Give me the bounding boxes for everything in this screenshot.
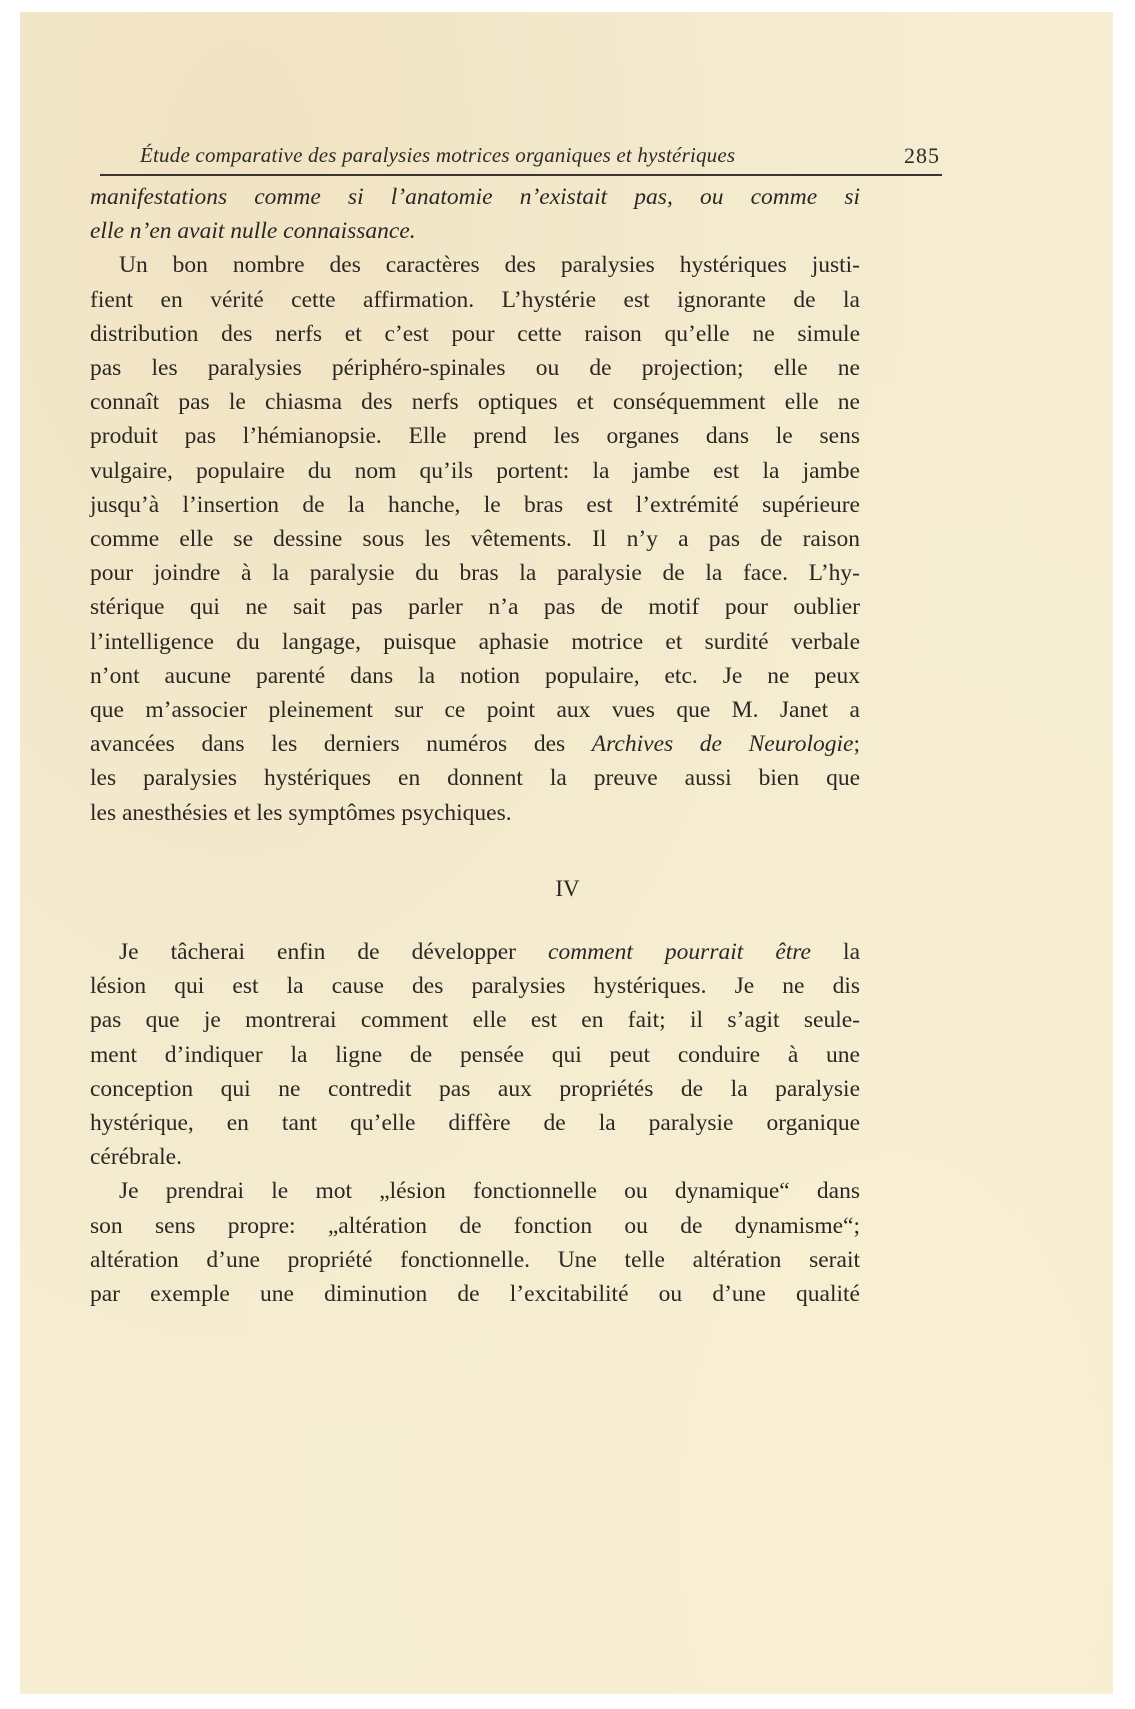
text-line (90, 661, 860, 691)
text-run: que m’associer pleinement sur ce point aux vues que M. Janet a (90, 697, 860, 723)
text-line (90, 182, 860, 212)
text-line (119, 937, 860, 967)
text-line (90, 729, 860, 759)
text-run: ; (853, 731, 861, 758)
text-run: pas que je montrerai comment elle est en fait; il s’agit seule- (90, 1007, 860, 1034)
text-run: stérique qui ne sait pas parler n’a pas de motif pour oublier (90, 594, 860, 621)
text-line (119, 1176, 860, 1206)
text-line (90, 1040, 860, 1070)
text-run: n’ont aucune parenté dans la notion populaire, etc. Je ne peux (90, 662, 860, 689)
text-run: comme elle se dessine sous les vêtements. Il n’y a pas de raison (90, 526, 860, 552)
text-line (90, 1211, 860, 1241)
running-head (100, 140, 942, 176)
text-run: hystérique, en tant qu’elle diffère de la paralysie organique (90, 1110, 860, 1136)
text-line (90, 353, 860, 383)
text-run: altération d’une propriété fonctionnelle. Une telle altération serait (90, 1246, 860, 1273)
text-line (90, 1074, 860, 1104)
italic-text: manifestations comme si l’anatomie n’existait pas, ou comme si (90, 184, 860, 210)
text-run: son sens propre: „altération de fonction ou de dynamisme“; (90, 1212, 860, 1239)
text-line (90, 627, 860, 657)
text-run: cérébrale. (90, 1144, 182, 1171)
page-number: 285 (904, 143, 940, 168)
text-run: ment d’indiquer la ligne de pensée qui peut conduire à une (90, 1041, 860, 1068)
text-run: Un bon nombre des caractères des paralysies hystériques justi- (119, 252, 860, 279)
text-line (90, 1005, 860, 1035)
running-head-title: Étude comparative des paralysies motrices organiques et hystériques (140, 143, 736, 167)
text-run: vulgaire, populaire du nom qu’ils portent: la jambe est la jambe (90, 457, 860, 484)
text-line (90, 798, 860, 828)
text-line (90, 490, 860, 520)
text-line (90, 1245, 860, 1275)
text-run: pas les paralysies périphéro-spinales ou de projection; elle ne (90, 355, 860, 381)
text-run: conception qui ne contredit pas aux propriétés de la paralysie (90, 1075, 860, 1102)
text-run: jusqu’à l’insertion de la hanche, le bras est l’extrémité supérieure (90, 491, 860, 518)
text-run: fient en vérité cette affirmation. L’hystérie est ignorante de la (90, 286, 860, 313)
text-line (90, 524, 860, 554)
text-run: connaît pas le chiasma des nerfs optiques et conséquemment elle ne (90, 389, 860, 416)
italic-text: comment pourrait être (548, 939, 811, 965)
text-run: lésion qui est la cause des paralysies hystériques. Je ne dis (90, 973, 860, 1000)
text-line (90, 763, 860, 793)
text-run: les paralysies hystériques en donnent la preuve aussi bien que (90, 765, 860, 792)
text-run: l’intelligence du langage, puisque aphasie motrice et surdité verbale (90, 628, 860, 655)
text-run: par exemple une diminution de l’excitabilité ou d’une qualité (90, 1281, 860, 1307)
text-line (90, 558, 860, 588)
section-heading: IV (555, 876, 580, 901)
text-run: la (811, 939, 861, 965)
italic-text: elle n’en avait nulle connaissance. (90, 218, 416, 245)
text-run: avancées dans les derniers numéros des (90, 731, 592, 758)
text-line (90, 592, 860, 622)
text-run: Je prendrai le mot „lésion fonctionnelle ou dynamique“ dans (119, 1178, 860, 1205)
text-line (90, 695, 860, 725)
text-run: produit pas l’hémianopsie. Elle prend les organes dans le sens (90, 423, 860, 450)
text-line (90, 456, 860, 486)
italic-text: Archives de Neurologie (591, 731, 854, 758)
text-run: les anesthésies et les symptômes psychiques. (90, 799, 512, 826)
text-run: distribution des nerfs et c’est pour cette raison qu’elle ne simule (90, 320, 860, 347)
text-line (90, 971, 860, 1001)
text-line (90, 1108, 860, 1138)
text-line (90, 319, 860, 349)
text-line (119, 250, 860, 280)
text-line (90, 1279, 860, 1309)
text-line (90, 216, 860, 246)
text-run: pour joindre à la paralysie du bras la paralysie de la face. L’hy- (90, 560, 860, 587)
text-line (90, 1142, 860, 1172)
text-run: Je tâcherai enfin de développer (119, 939, 549, 965)
text-line (90, 285, 860, 315)
text-line (90, 387, 860, 417)
text-line (90, 421, 860, 451)
